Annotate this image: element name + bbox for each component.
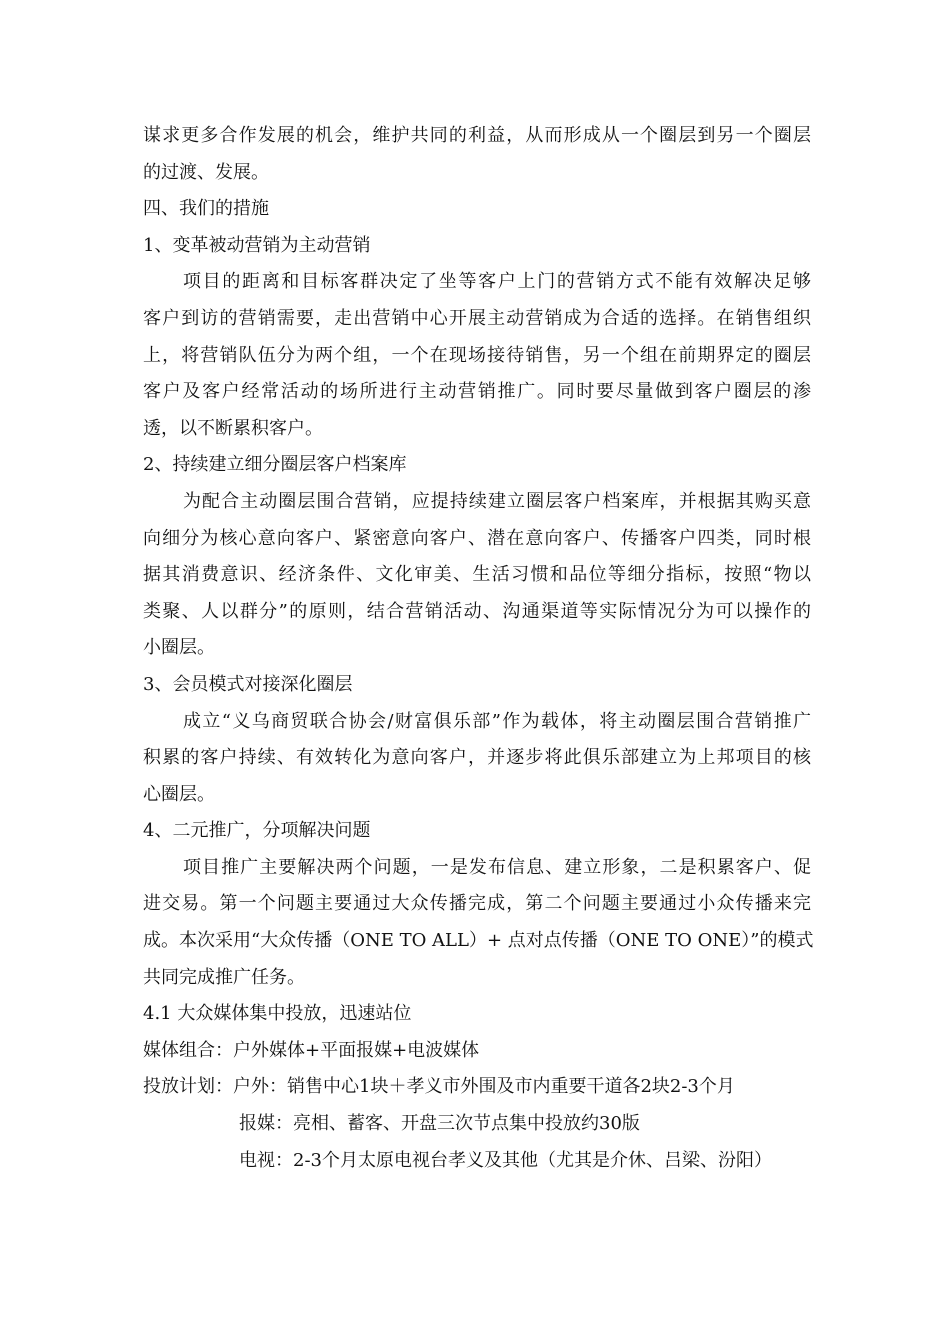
media-plan-line: 报媒：亮相、蓄客、开盘三次节点集中投放约30版 [239, 1113, 640, 1135]
document-page [143, 118, 814, 1179]
subsection-heading: 4、二元推广，分项解决问题 [143, 820, 371, 842]
media-plan-line: 电视：2-3个月太原电视台孝义及其他（尤其是介休、吕梁、汾阳） [239, 1149, 772, 1171]
paragraph-line: 谋求更多合作发展的机会，维护共同的利益，从而形成从一个圈层到另一个圈层 [143, 125, 811, 146]
paragraph-line: 成立“义乌商贸联合协会/财富俱乐部”作为载体，将主动圈层围合营销推广 [183, 710, 811, 732]
paragraph-line: 上，将营销队伍分为两个组，一个在现场接待销售，另一个组在前期界定的圈层 [143, 344, 811, 366]
paragraph-line: 积累的客户持续、有效转化为意向客户，并逐步将此俱乐部建立为上邦项目的核 [143, 747, 811, 769]
paragraph-line: 的过渡、发展。 [143, 161, 269, 183]
subsection-heading: 3、会员模式对接深化圈层 [143, 673, 353, 695]
paragraph-line: 项目的距离和目标客群决定了坐等客户上门的营销方式不能有效解决足够 [183, 271, 811, 293]
paragraph-line: 共同完成推广任务。 [143, 966, 305, 988]
paragraph-line: 向细分为核心意向客户、紧密意向客户、潜在意向客户、传播客户四类，同时根 [143, 527, 811, 549]
paragraph-line: 透，以不断累积客户。 [143, 417, 323, 439]
subsection-heading: 2、持续建立细分圈层客户档案库 [143, 454, 407, 476]
subsection-heading: 4.1 大众媒体集中投放，迅速站位 [143, 1003, 412, 1025]
paragraph-line: 客户及客户经常活动的场所进行主动营销推广。同时要尽量做到客户圈层的渗 [143, 381, 811, 403]
paragraph-line: 进交易。第一个问题主要通过大众传播完成，第二个问题主要通过小众传播来完 [143, 893, 811, 915]
section-heading: 四、我们的措施 [143, 198, 269, 220]
media-plan-line: 投放计划：户外：销售中心1块＋孝义市外围及市内重要干道各2块2-3个月 [143, 1076, 735, 1098]
paragraph-line: 心圈层。 [143, 783, 215, 805]
paragraph-line: 成。本次采用“大众传播（ONE TO ALL）+ 点对点传播（ONE TO ONE）”的模式 [143, 930, 814, 952]
subsection-heading: 1、变革被动营销为主动营销 [143, 234, 371, 256]
paragraph-line: 类聚、人以群分”的原则，结合营销活动、沟通渠道等实际情况分为可以操作的 [143, 600, 811, 622]
paragraph-line: 客户到访的营销需要，走出营销中心开展主动营销成为合适的选择。在销售组织 [143, 307, 811, 329]
paragraph-line: 小圈层。 [143, 637, 215, 659]
media-mix-line: 媒体组合：户外媒体+平面报媒+电波媒体 [143, 1039, 480, 1061]
paragraph-line: 据其消费意识、经济条件、文化审美、生活习惯和品位等细分指标，按照“物以 [143, 564, 811, 586]
paragraph-line: 项目推广主要解决两个问题，一是发布信息、建立形象，二是积累客户、促 [183, 856, 811, 878]
paragraph-line: 为配合主动圈层围合营销，应提持续建立圈层客户档案库，并根据其购买意 [183, 490, 811, 512]
